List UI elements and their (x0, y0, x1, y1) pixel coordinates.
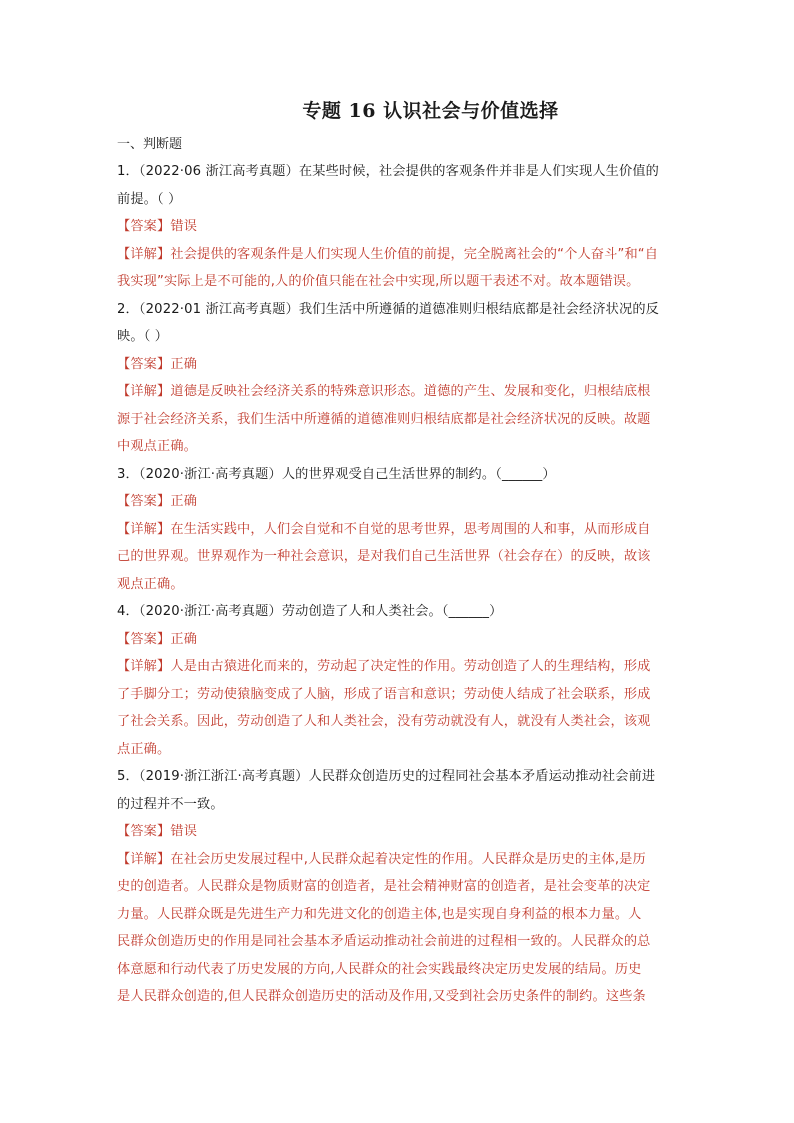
answer-label: 【答案】 (117, 356, 171, 372)
detail-line (117, 846, 684, 874)
answer-line (117, 213, 684, 241)
question-text: 2．（2022·01 浙江高考真题）我们生活中所遵循的道德准则归根结底都是社会经济状况的反 (117, 301, 660, 317)
detail-text: 己的世界观。世界观作为一种社会意识，是对我们自己生活世界（社会存在）的反映，故该 (117, 549, 651, 564)
answer-value: 正确 (170, 356, 198, 372)
detail-text: 在社会历史发展过程中,人民群众起着决定性的作用。人民群众是历史的主体,是历 (170, 851, 646, 867)
detail-text: 观点正确。 (117, 576, 184, 592)
detail-label: 【详解】 (117, 521, 171, 537)
section-heading: 一、判断题 (117, 137, 183, 152)
page-title: 专题 16 认识社会与价值选择 (302, 100, 559, 122)
detail-text: 了手脚分工；劳动使猿脑变成了人脑，形成了语言和意识；劳动使人结成了社会联系，形成 (117, 686, 651, 702)
question-text: 1．（2022·06 浙江高考真题）在某些时候，社会提供的客观条件并非是人们实现人生价值的 (117, 164, 660, 179)
detail-text: 源于社会经济关系，我们生活中所遵循的道德准则归根结底都是社会经济状况的反映。故题 (117, 411, 651, 427)
answer-value: 错误 (170, 219, 198, 234)
detail-text: 点正确。 (117, 741, 171, 757)
detail-text: 我实现”实际上是不可能的,人的价值只能在社会中实现,所以题干表述不对。故本题错误。 (117, 274, 640, 289)
question-block (117, 598, 684, 763)
detail-text: 民群众创造历史的作用是同社会基本矛盾运动推动社会前进的过程相一致的。人民群众的总 (117, 934, 651, 949)
detail-text: 在生活实践中，人们会自觉和不自觉的思考世界，思考周围的人和事，从而形成自 (170, 521, 651, 537)
answer-line (117, 818, 684, 846)
detail-text: 社会提供的客观条件是人们实现人生价值的前提，完全脱离社会的“个人奋斗”和“自 (170, 246, 659, 262)
answer-line (117, 626, 684, 654)
detail-text: 了社会关系。因此，劳动创造了人和人类社会，没有劳动就没有人，就没有人类社会，该观 (117, 714, 651, 729)
question-text: 3．（2020·浙江·高考真题）人的世界观受自己生活世界的制约。（______） (117, 466, 556, 482)
detail-label: 【详解】 (117, 246, 171, 262)
answer-line (117, 351, 684, 379)
question-text: 4．（2020·浙江·高考真题）劳动创造了人和人类社会。（______） (117, 604, 503, 619)
detail-label: 【详解】 (117, 659, 171, 674)
answer-label: 【答案】 (117, 824, 171, 839)
question-block (117, 296, 684, 461)
question-text: 5．（2019·浙江浙江·高考真题）人民群众创造历史的过程同社会基本矛盾运动推动社会前进 (117, 769, 656, 784)
answer-value: 正确 (170, 494, 198, 509)
question-text: 映。（ ） (117, 329, 169, 344)
detail-line (117, 241, 684, 269)
detail-line (117, 516, 684, 544)
answer-label: 【答案】 (117, 219, 171, 234)
detail-line (117, 378, 684, 406)
detail-line (117, 653, 684, 681)
answer-label: 【答案】 (117, 494, 171, 509)
detail-text: 力量。人民群众既是先进生产力和先进文化的创造主体,也是实现自身利益的根本力量。人 (117, 906, 642, 922)
question-block (117, 158, 684, 296)
question-text: 的过程并不一致。 (117, 796, 224, 812)
answer-value: 正确 (170, 631, 198, 647)
answer-line (117, 488, 684, 516)
detail-text: 中观点正确。 (117, 439, 198, 454)
answer-label: 【答案】 (117, 631, 171, 647)
detail-text: 史的创造者。人民群众是物质财富的创造者，是社会精神财富的创造者，是社会变革的决定 (117, 879, 651, 894)
question-block (117, 461, 684, 599)
detail-text: 人是由古猿进化而来的，劳动起了决定性的作用。劳动创造了人的生理结构，形成 (170, 659, 651, 674)
detail-text: 体意愿和行动代表了历史发展的方向,人民群众的社会实践最终决定历史发展的结局。历史 (117, 961, 642, 977)
question-block (117, 763, 684, 1011)
question-text: 前提。（ ） (117, 191, 182, 207)
detail-text: 是人民群众创造的,但人民群众创造历史的活动及作用,又受到社会历史条件的制约。这些条 (117, 989, 646, 1004)
detail-text: 道德是反映社会经济关系的特殊意识形态。道德的产生、发展和变化，归根结底根 (170, 384, 651, 399)
answer-value: 错误 (170, 824, 198, 839)
detail-label: 【详解】 (117, 384, 171, 399)
detail-label: 【详解】 (117, 851, 171, 867)
